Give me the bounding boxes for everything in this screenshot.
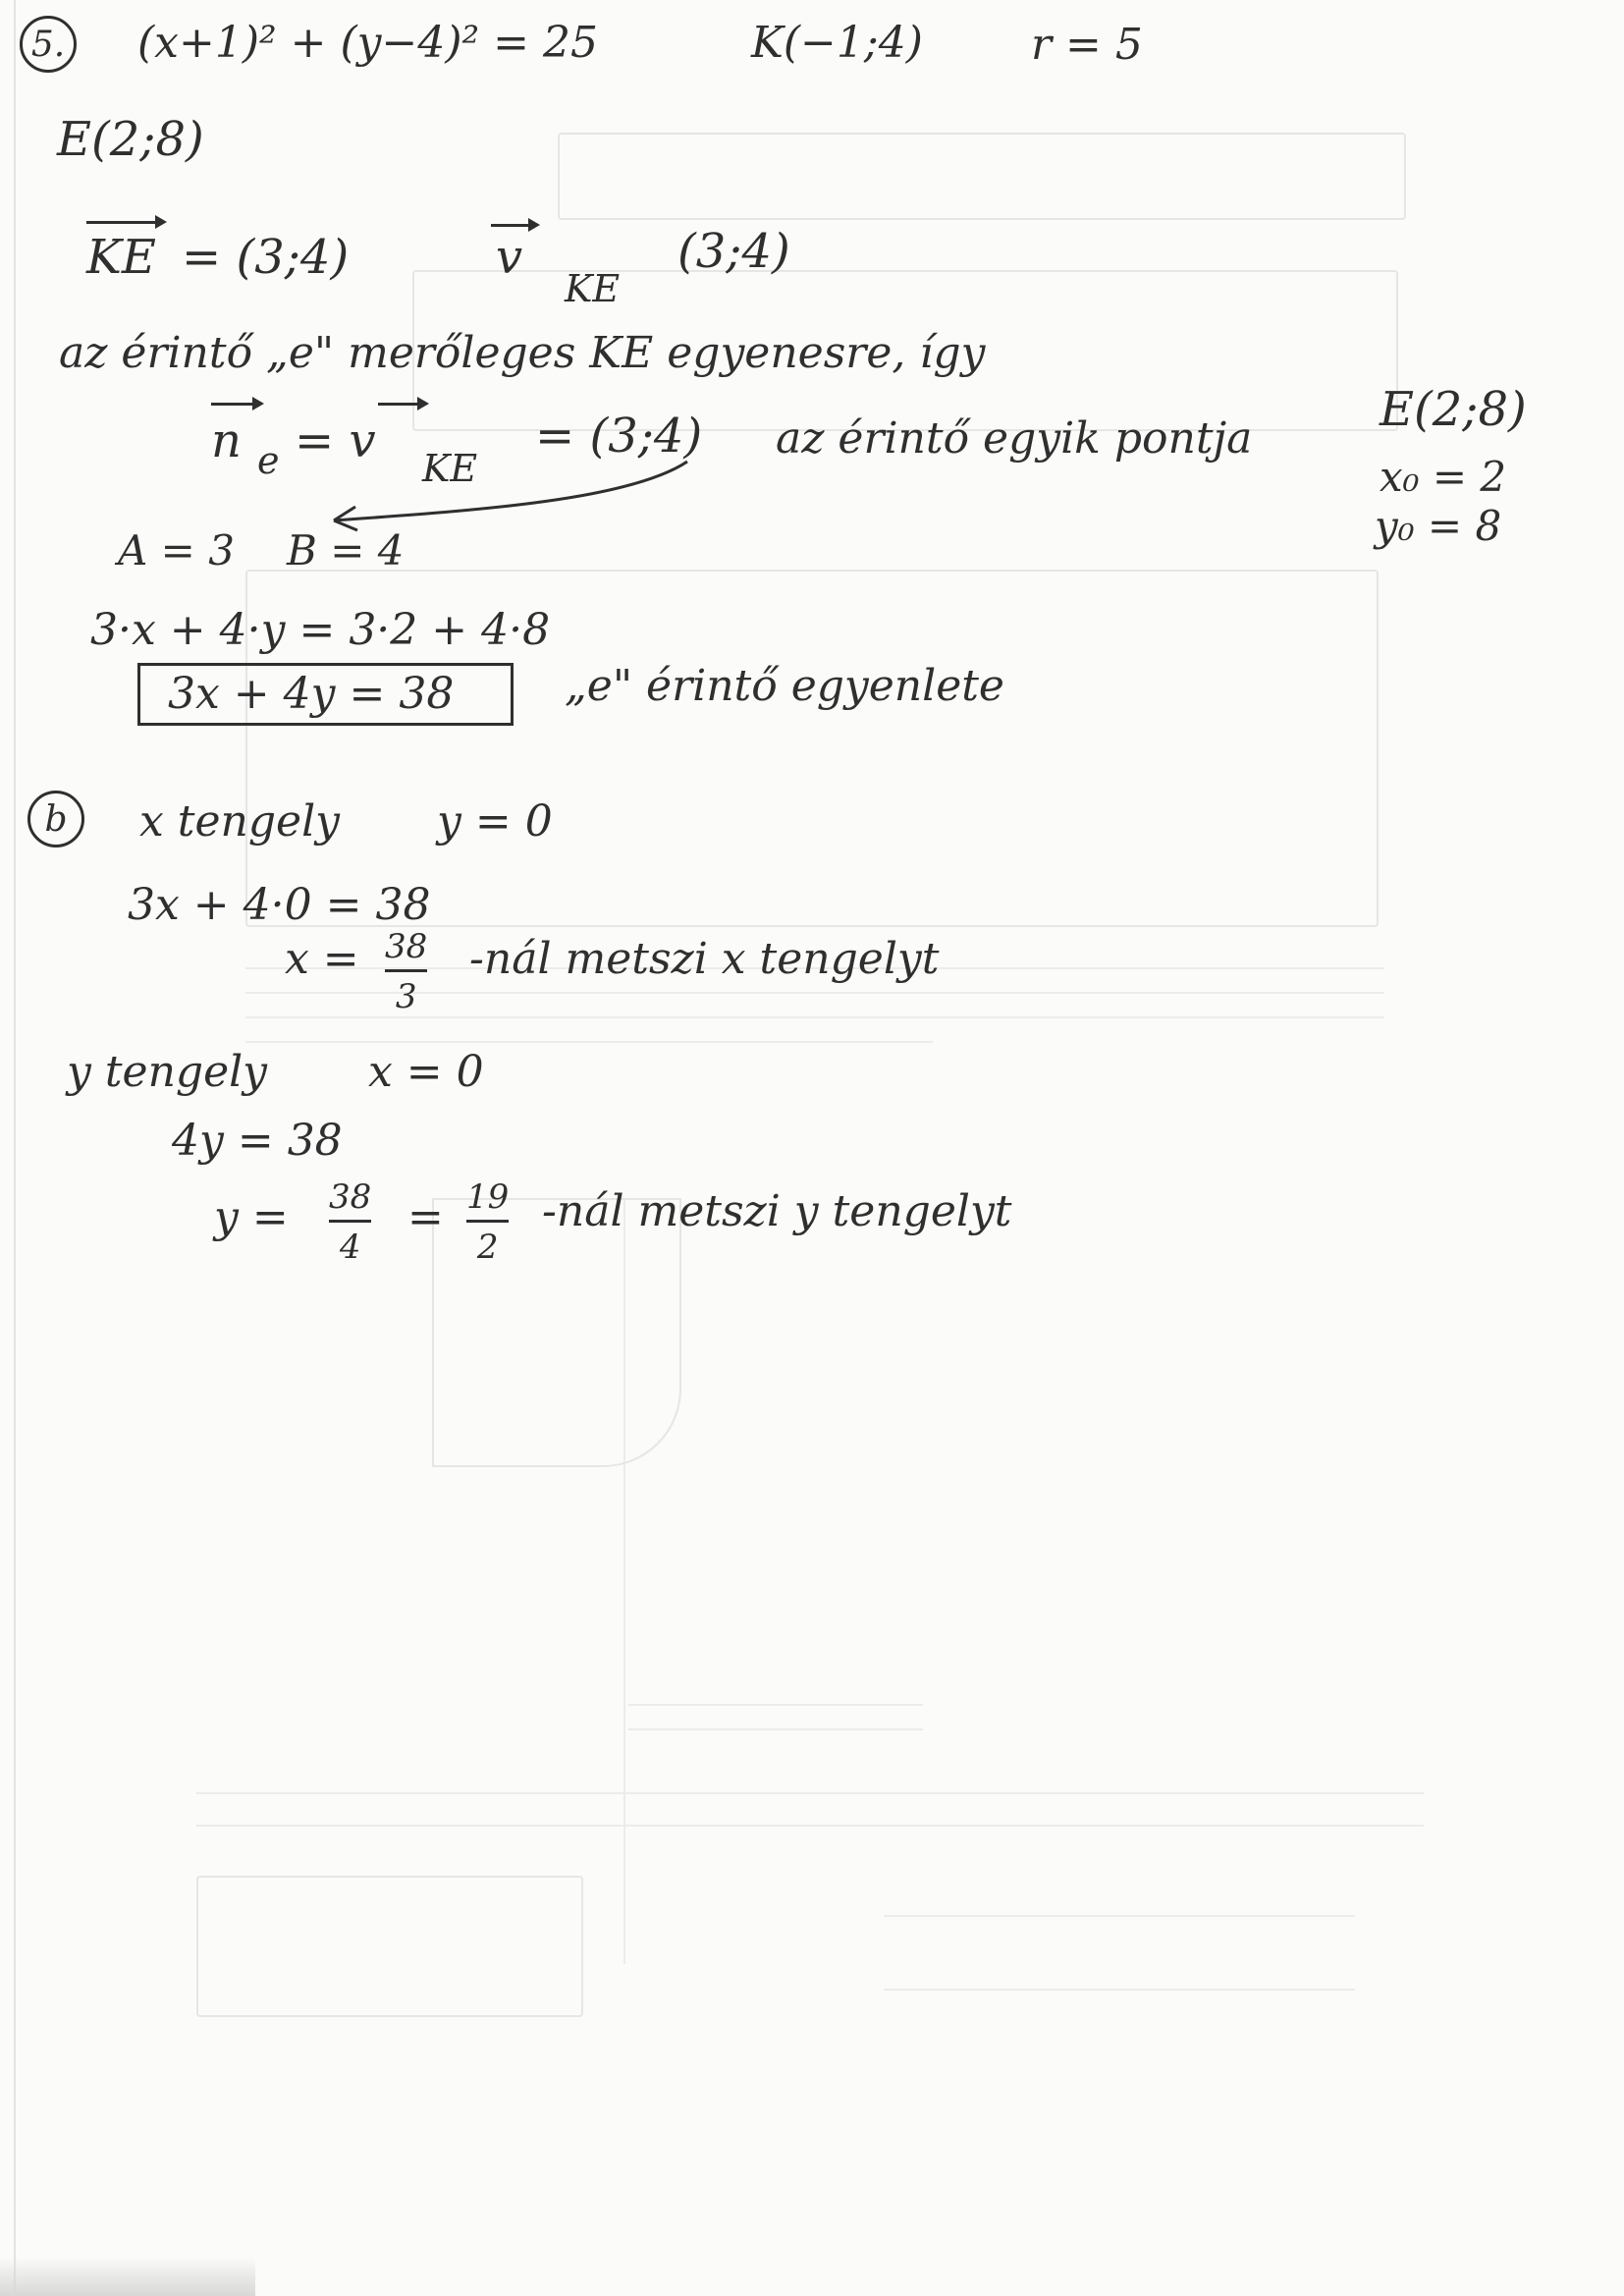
- tangent-perpendicular-sentence: az érintő „e" merőleges KE egyenesre, így: [59, 328, 986, 378]
- ghost-box-bottom: [196, 1876, 583, 2017]
- circle-radius: r = 5: [1031, 20, 1143, 70]
- vector-arrow-v2: [378, 403, 425, 406]
- y-fraction-1-denominator: 4: [339, 1228, 361, 1267]
- normal-vector-equals: = v: [295, 413, 376, 468]
- substitution-equation: 3·x + 4·y = 3·2 + 4·8: [90, 605, 551, 655]
- ghost-box-top: [558, 133, 1406, 220]
- ghost-line-10: [884, 1989, 1355, 1991]
- ghost-line-8: [196, 1825, 1424, 1827]
- normal-vector-subscript: e: [257, 439, 280, 482]
- ghost-line-5: [628, 1704, 923, 1706]
- y-fraction-2-denominator: 2: [476, 1228, 499, 1267]
- y-fraction-1-bar: [329, 1220, 371, 1223]
- y-intercept-sentence: -nál metszi y tengelyt: [542, 1186, 1012, 1236]
- ghost-line-4: [245, 1041, 933, 1043]
- problem-number: 5.: [30, 24, 66, 65]
- equation-4y: 4y = 38: [172, 1116, 343, 1166]
- y-axis-heading: y tengely: [67, 1047, 268, 1097]
- x-var: x =: [285, 934, 359, 984]
- y-var: y =: [214, 1192, 289, 1242]
- ghost-line-6: [628, 1728, 923, 1730]
- normal-vector-value: = (3;4): [535, 409, 703, 464]
- ghost-line-7: [196, 1792, 1424, 1794]
- y-fraction-2: [466, 1177, 510, 1267]
- circle-center: K(−1;4): [751, 18, 923, 68]
- y0-value: y₀ = 8: [1375, 502, 1502, 550]
- final-equation-label: „e" érintő egyenlete: [565, 661, 1004, 711]
- point-on-tangent-sentence: az érintő egyik pontja: [776, 413, 1253, 464]
- problem-number-circle: [20, 16, 77, 73]
- part-b-circle: [27, 791, 84, 847]
- x-fraction-bar: [385, 969, 427, 972]
- normal-vector-eq-subscript: KE: [422, 447, 478, 490]
- substitution-x-axis: 3x + 4·0 = 38: [128, 880, 431, 930]
- vector-arrow-v: [491, 224, 536, 227]
- y-fraction-1: [329, 1177, 372, 1267]
- x-fraction-denominator: 3: [395, 977, 417, 1016]
- ghost-line-3: [245, 1016, 1384, 1018]
- vector-KE-label: KE: [86, 230, 156, 285]
- y-fraction-2-numerator: 19: [466, 1177, 510, 1217]
- vector-arrow-KE: [86, 221, 163, 224]
- vector-v-label: v: [496, 230, 523, 285]
- scan-smudge: [0, 2257, 255, 2296]
- y-equals-zero: y = 0: [437, 796, 553, 847]
- vector-KE-value: = (3;4): [182, 230, 350, 285]
- circle-equation: (x+1)² + (y−4)² = 25: [137, 18, 599, 68]
- vector-arrow-n: [211, 403, 260, 406]
- final-equation-box: [137, 663, 514, 726]
- normal-vector-label: n: [211, 413, 242, 468]
- ghost-line-9: [884, 1915, 1355, 1917]
- coefficient-B: B = 4: [287, 526, 405, 574]
- coefficient-A: A = 3: [118, 526, 235, 574]
- page-edge-line: [14, 0, 16, 2296]
- point-E: E(2;8): [57, 112, 204, 167]
- x-intercept-sentence: -nál metszi x tengelyt: [469, 934, 940, 984]
- y-fraction-2-bar: [466, 1220, 509, 1223]
- equals-sign: =: [407, 1192, 444, 1242]
- x-fraction-numerator: 38: [385, 927, 428, 966]
- vector-v-value: (3;4): [677, 224, 790, 279]
- x0-value: x₀ = 2: [1380, 453, 1507, 501]
- y-fraction-1-numerator: 38: [329, 1177, 372, 1217]
- curved-arrow: [334, 462, 687, 520]
- final-equation: 3x + 4y = 38: [168, 669, 455, 719]
- part-b-label: b: [44, 798, 68, 840]
- point-on-tangent-E: E(2;8): [1380, 382, 1527, 437]
- x-equals-zero: x = 0: [368, 1047, 484, 1097]
- x-fraction: [385, 927, 428, 1016]
- vector-v-subscript: KE: [565, 267, 621, 310]
- x-axis-heading: x tengely: [139, 796, 340, 847]
